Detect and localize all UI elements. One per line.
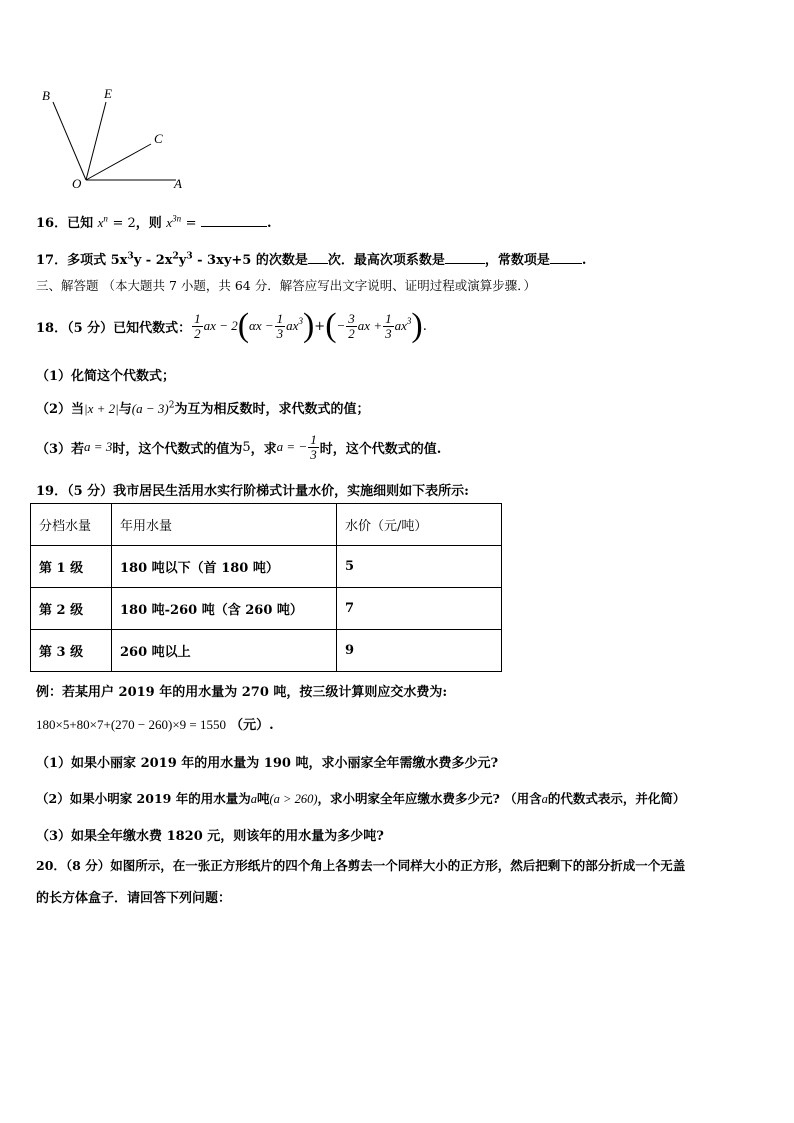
q18-s3c: ，求 — [250, 441, 277, 457]
q19-formula: 180×5+80×7+(270 − 260)×9 = 1550 — [36, 717, 226, 732]
table-cell: 第 2 级 — [31, 588, 112, 630]
q18-rp: ) — [302, 307, 315, 344]
table-header: 年用水量 — [112, 504, 337, 546]
q18-t2: αx − — [249, 318, 274, 333]
q18-t3-sup: 3 — [298, 315, 303, 326]
q17-p2: y - 2x — [133, 253, 173, 268]
table-cell: 第 3 级 — [31, 630, 112, 672]
question-20-line-1: 20．（8 分）如图所示，在一张正方形纸片的四个角上各剪去一个同样大小的正方形，然后把剩下的部分折成一个无盖 — [36, 858, 686, 873]
ray-ob — [53, 102, 86, 180]
table-cell: 5 — [337, 546, 502, 588]
q19-sub-3: （3）如果全年缴水费 1820 元，则该年的用水量为多少吨? — [36, 829, 384, 844]
q18-s3d: 时，这个代数式的值. — [319, 441, 442, 457]
q18-sub-2 — [36, 398, 369, 417]
table-row — [31, 588, 502, 630]
q18-s2c: 为互为相反数时，求代数式的值； — [174, 402, 370, 417]
q17-p1: 17．多项式 5x — [36, 253, 128, 268]
q18-s3a: （3）若 — [36, 441, 85, 457]
question-16 — [36, 212, 272, 231]
table-cell: 260 吨以上 — [112, 630, 337, 672]
table-row — [31, 546, 502, 588]
q16-ask-exp: 3n — [172, 213, 182, 224]
q18-s3-a: a = − — [276, 439, 308, 454]
q18-sub-3 — [36, 428, 441, 466]
q17-sup1: 3 — [127, 251, 134, 262]
q19-s2b: 吨 — [256, 791, 270, 806]
q18-s2a: （2）当 — [36, 402, 85, 417]
question-17 — [36, 249, 586, 268]
question-19-stem: 19．（5 分）我市居民生活用水实行阶梯式计量水价，实施细则如下表所示: — [36, 484, 469, 499]
table-header-row — [31, 504, 502, 546]
q18-s3b: 时，这个代数式的值为 — [112, 441, 243, 457]
table-cell: 7 — [337, 588, 502, 630]
q16-cond-base: x — [97, 215, 104, 230]
q18-frac-4: $\frac{1}{3}$ — [385, 310, 392, 341]
q17-degree-blank[interactable] — [308, 251, 328, 264]
q18-t5: ax + — [357, 318, 383, 333]
q19-s2-var2: a — [541, 792, 548, 806]
table-cell: 180 吨以下（首 180 吨） — [112, 546, 337, 588]
q18-plus: + — [314, 318, 326, 334]
q16-ask-eq: = — [185, 216, 197, 231]
q16-mid: ，则 — [135, 216, 162, 231]
table-header: 水价（元/吨） — [337, 504, 502, 546]
q16-cond-val: = 2 — [112, 216, 136, 231]
question-18-stem — [36, 306, 427, 346]
q19-sub-1: （1）如果小丽家 2019 年的用水量为 190 吨，求小丽家全年需缴水费多少元? — [36, 756, 499, 771]
q19-s2-cond: (a > 260) — [269, 792, 318, 806]
q17-sup2: 2 — [172, 251, 179, 262]
q17-p6: ，常数项是 — [484, 253, 550, 268]
q19-example: 例：若某用户 2019 年的用水量为 270 吨，按三级计算则应交水费为: — [36, 685, 448, 700]
q18-expression — [191, 307, 427, 344]
q18-frac-1: $\frac{1}{2}$ — [194, 310, 201, 341]
q18-s2b: 与 — [118, 402, 132, 417]
q17-const-blank[interactable] — [550, 251, 582, 264]
q18-s3-val: 5 — [242, 439, 251, 455]
q16-answer-blank[interactable] — [201, 214, 267, 227]
q18-frac-2: $\frac{1}{3}$ — [276, 310, 284, 341]
q18-s3-frac: $\frac{1}{3}$ — [310, 431, 317, 462]
q16-end: . — [267, 216, 272, 231]
q18-s3-cond: a = 3 — [84, 439, 113, 454]
q18-t3: ax — [286, 318, 299, 333]
q18-t6-sup: 3 — [406, 315, 412, 326]
q19-formula-line — [36, 714, 274, 733]
q18-stem: 18．（5 分）已知代数式： — [36, 320, 192, 336]
q16-ask-base: x — [166, 215, 173, 230]
q18-t4: − — [336, 318, 346, 333]
q19-s2d: 的代数式表示，并化简） — [547, 791, 686, 806]
q18-lp: ( — [237, 307, 250, 344]
q17-p3: y — [178, 253, 187, 268]
table-cell: 9 — [337, 630, 502, 672]
table-cell: 180 吨-260 吨（含 260 吨） — [112, 588, 337, 630]
q17-p5: 次．最高次项系数是 — [327, 253, 445, 268]
q18-t1: ax − 2 — [203, 318, 238, 333]
label-c: C — [154, 131, 163, 146]
q18-sub-1: （1）化简这个代数式； — [36, 369, 176, 384]
table-header: 分档水量 — [31, 504, 112, 546]
table-row — [31, 630, 502, 672]
q18-frac-3: $\frac{3}{2}$ — [348, 310, 355, 341]
q18-t6: ax — [394, 318, 407, 333]
angle-figure — [36, 84, 196, 194]
water-price-table — [30, 503, 502, 672]
q19-s2a: （2）如果小明家 2019 年的用水量为 — [36, 791, 251, 806]
label-o: O — [72, 176, 82, 191]
label-a: A — [174, 176, 182, 191]
q18-end: . — [422, 318, 427, 334]
label-b: B — [42, 88, 50, 103]
q19-formula-unit: （元）. — [230, 718, 274, 733]
label-e: E — [104, 86, 112, 101]
q16-prefix: 16．已知 — [36, 216, 94, 231]
q18-rp2: ) — [411, 307, 423, 344]
q17-coef-blank[interactable] — [445, 251, 485, 264]
section-3-heading: 三、解答题 （本大题共 7 小题，共 64 分．解答应写出文字说明、证明过程或演算步骤．） — [36, 278, 536, 293]
q19-s2c: ，求小明家全年应缴水费多少元? （用含 — [317, 791, 542, 806]
ray-oe — [86, 102, 106, 180]
q18-s2-sq: (a − 3) — [131, 401, 169, 416]
ray-oc — [86, 144, 151, 180]
q19-sub-2 — [36, 789, 685, 807]
q17-p4: - 3xy+5 的次数是 — [192, 253, 308, 268]
q17-p7: . — [581, 253, 587, 268]
table-cell: 第 1 级 — [31, 546, 112, 588]
q18-s2-abs: |x + 2| — [84, 401, 119, 416]
q18-lp2: ( — [325, 307, 337, 344]
q18-s2-sq-exp: 2 — [168, 400, 175, 411]
question-20-line-2: 的长方体盒子．请回答下列问题： — [36, 891, 232, 906]
q19-s2-var: a — [250, 792, 257, 806]
q16-cond-exp: n — [103, 213, 108, 224]
q17-sup3: 3 — [186, 251, 193, 262]
